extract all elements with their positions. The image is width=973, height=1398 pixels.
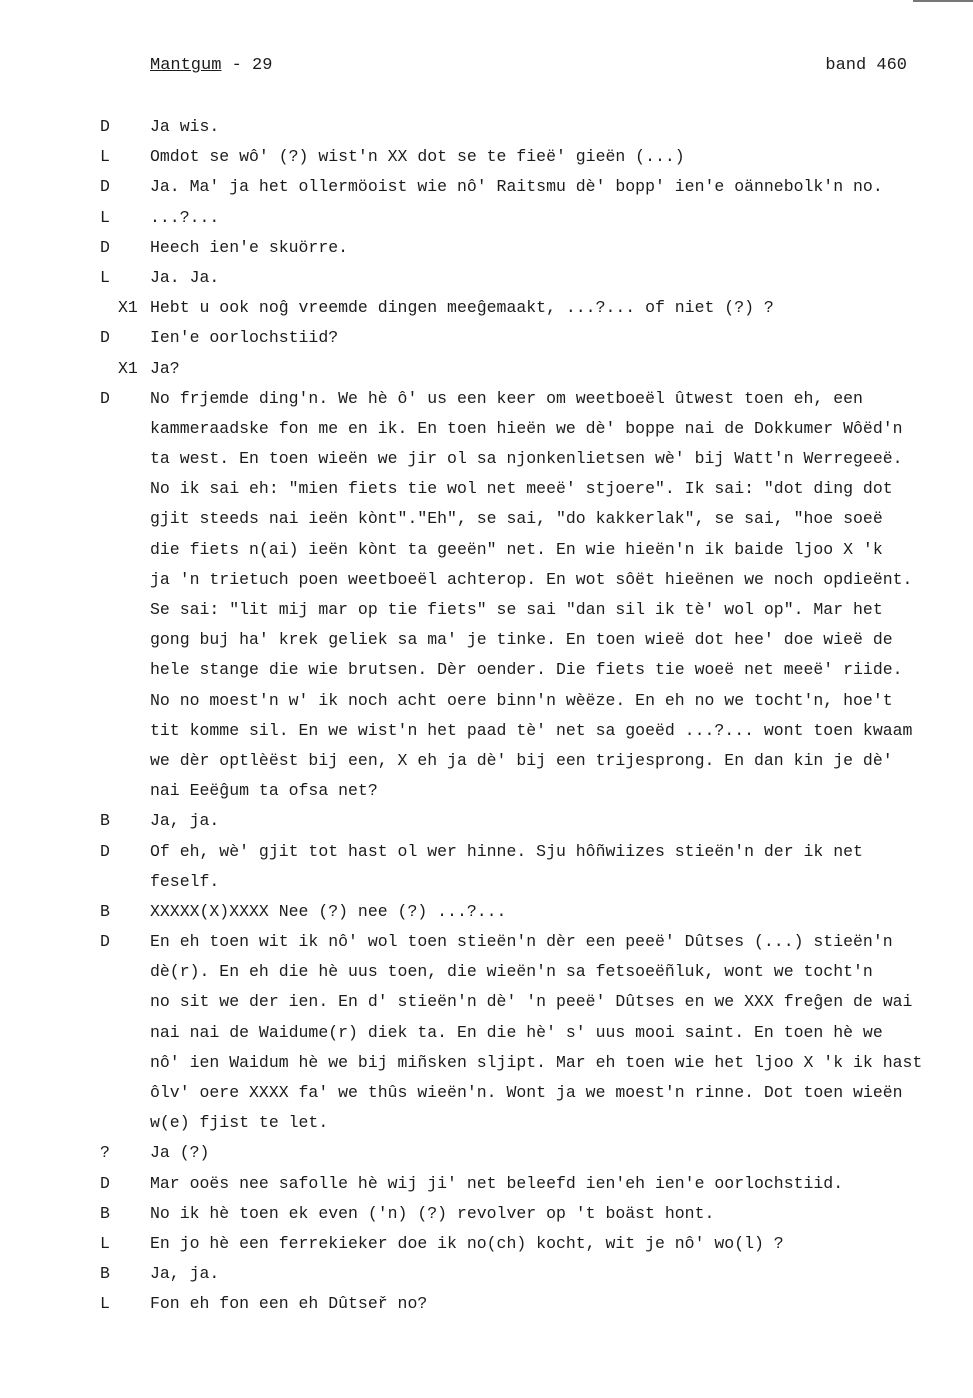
utterance-line: Mar ooës nee safolle hè wij ji' net beleefd ien'eh ien'e oorlochstiid. [150,1173,844,1193]
speaker-label: D [100,177,110,197]
transcript-entry [0,1169,973,1199]
transcript-entry [0,1259,973,1289]
transcript-entry [0,1289,973,1319]
utterance-line: En jo hè een ferrekieker doe ik no(ch) kocht, wit je nô' wo(l) ? [150,1233,784,1253]
transcript-entry [0,384,973,807]
transcript-entry [0,142,973,172]
utterance-line: gjit steeds nai ieën kònt"."Eh", se sai, "do kakkerlak", se sai, "hoe soeë [150,509,883,529]
utterance-line: nai nai de Waidume(r) diek ta. En die hè' s' uus mooi saint. En toen hè we [150,1022,883,1042]
utterance-line: Omdot se wô' (?) wist'n XX dot se te fieë' gieën (...) [150,147,685,167]
utterance-line: die fiets n(ai) ieën kònt ta geeën" net. En wie hieën'n ik baide ljoo X 'k [150,539,883,559]
place-name: Mantgum [150,56,222,75]
speaker-label: X1 [118,358,138,378]
speaker-label: B [100,811,110,831]
utterance-line: En eh toen wit ik nô' wol toen stieën'n dèr een peeë' Dûtses (...) stieën'n [150,932,893,952]
utterance-line: No ik sai eh: "mien fiets tie wol net meeë' stjoere". Ik sai: "dot ding dot [150,479,893,499]
utterance-line: XXXXX(X)XXXX Nee (?) nee (?) ...?... [150,901,507,921]
utterance-line: w(e) fjist te let. [150,1113,329,1133]
speaker-label: D [100,328,110,348]
transcript-entry [0,203,973,233]
utterance-line: Se sai: "lit mij mar op tie fiets" se sai "dan sil ik tè' wol op". Mar het [150,600,883,619]
speaker-label: L [100,147,110,167]
speaker-label: D [100,1173,110,1193]
utterance-line: Ja? [150,358,180,378]
utterance-line: No no moest'n w' ik noch acht oere binn'n wèëze. En eh no we tocht'n, hoe't [150,690,893,710]
speaker-label: D [100,841,110,861]
transcript-entry [0,1138,973,1168]
utterance-line: Ja, ja. [150,811,220,831]
transcript-entry [0,172,973,202]
utterance-line: ...?... [150,207,220,227]
utterance-line: ja 'n trietuch poen weetboeël achterop. En wot sôët hieënen we noch opdieënt. [150,569,913,589]
utterance-line: tit komme sil. En we wist'n het paad tè' net sa goeëd ...?... wont toen kwaam [150,720,913,740]
utterance-line: Ja wis. [150,117,220,136]
utterance-line: ta west. En toen wieën we jir ol sa njonkenlietsen wè' bij Watt'n Werregeeë. [150,449,903,469]
speaker-label: L [100,1233,110,1253]
utterance-line: nai Eeëĝum ta ofsa net? [150,781,378,801]
transcript-entry [0,897,973,927]
utterance-line: kammeraadske fon me en ik. En toen hieën we dè' boppe nai de Dokkumer Wôëd'n [150,418,903,438]
utterance-line: No frjemde ding'n. We hè ô' us een keer om weetboeël ûtwest toen eh, een [150,388,863,408]
utterance-line: Ja. Ma' ja het ollermöoist wie nô' Raitsmu dè' bopp' ien'e oännebolk'n no. [150,177,883,197]
page-number: - 29 [231,56,273,75]
speaker-label: L [100,267,110,287]
transcript-entry [0,112,973,142]
speaker-label: D [100,237,110,257]
utterance-line: nô' ien Waidum hè we bij miñsken sljipt. Mar eh toen wie het ljoo X 'k ik hast [150,1052,923,1072]
speaker-label: B [100,1264,110,1284]
speaker-label: ? [100,1143,110,1163]
utterance-line: No ik hè toen ek even ('n) (?) revolver op 't boäst hont. [150,1203,715,1223]
transcript-entry [0,233,973,263]
utterance-line: feself. [150,871,220,891]
transcript-entry [0,263,973,293]
utterance-line: Hebt u ook noĝ vreemde dingen meeĝemaakt, ...?... of niet (?) ? [150,298,774,318]
utterance-line: Ja (?) [150,1143,210,1163]
utterance-line: Fon eh fon een eh Dûtseř no? [150,1294,428,1314]
transcript-entry [0,323,973,353]
speaker-label: D [100,932,110,952]
top-edge-mark [913,0,973,2]
transcript-entry [0,354,973,384]
speaker-label: D [100,117,110,136]
tape-band-label: band 460 [825,56,907,75]
speaker-label: L [100,207,110,227]
transcript-entry [0,293,973,323]
utterance-line: Ja, ja. [150,1264,220,1284]
speaker-label: D [100,388,110,408]
utterance-line: Ien'e oorlochstiid? [150,328,339,348]
speaker-label: B [100,901,110,921]
utterance-line: no sit we der ien. En d' stieën'n dè' 'n peeë' Dûtses en we XXX freĝen de wai [150,992,913,1012]
transcript-entry [0,1229,973,1259]
speaker-label: B [100,1203,110,1223]
transcript-entry [0,927,973,1138]
utterance-line: dè(r). En eh die hè uus toen, die wieën'n sa fetsoeëñluk, wont we tocht'n [150,962,873,982]
transcript-body [0,112,973,1320]
speaker-label: X1 [118,298,138,318]
speaker-label: L [100,1294,110,1314]
utterance-line: Of eh, wè' gjit tot hast ol wer hinne. Sju hôñwiizes stieën'n der ik net [150,841,863,861]
utterance-line: ôlv' oere XXXX fa' we thûs wieën'n. Wont ja we moest'n rinne. Dot toen wieën [150,1083,903,1102]
transcript-entry [0,806,973,836]
utterance-line: hele stange die wie brutsen. Dèr oender. Die fiets tie woeë net meeë' riide. [150,660,903,680]
utterance-line: gong buj ha' krek geliek sa ma' je tinke. En toen wieë dot hee' doe wieë de [150,630,893,650]
utterance-line: Heech ien'e skuörre. [150,237,349,257]
transcript-entry [0,837,973,897]
utterance-line: we dèr optlèëst bij een, X eh ja dè' bij een trijesprong. En dan kin je dè' [150,750,893,770]
transcript-entry [0,1199,973,1229]
page-header-left [150,56,272,75]
utterance-line: Ja. Ja. [150,267,220,287]
